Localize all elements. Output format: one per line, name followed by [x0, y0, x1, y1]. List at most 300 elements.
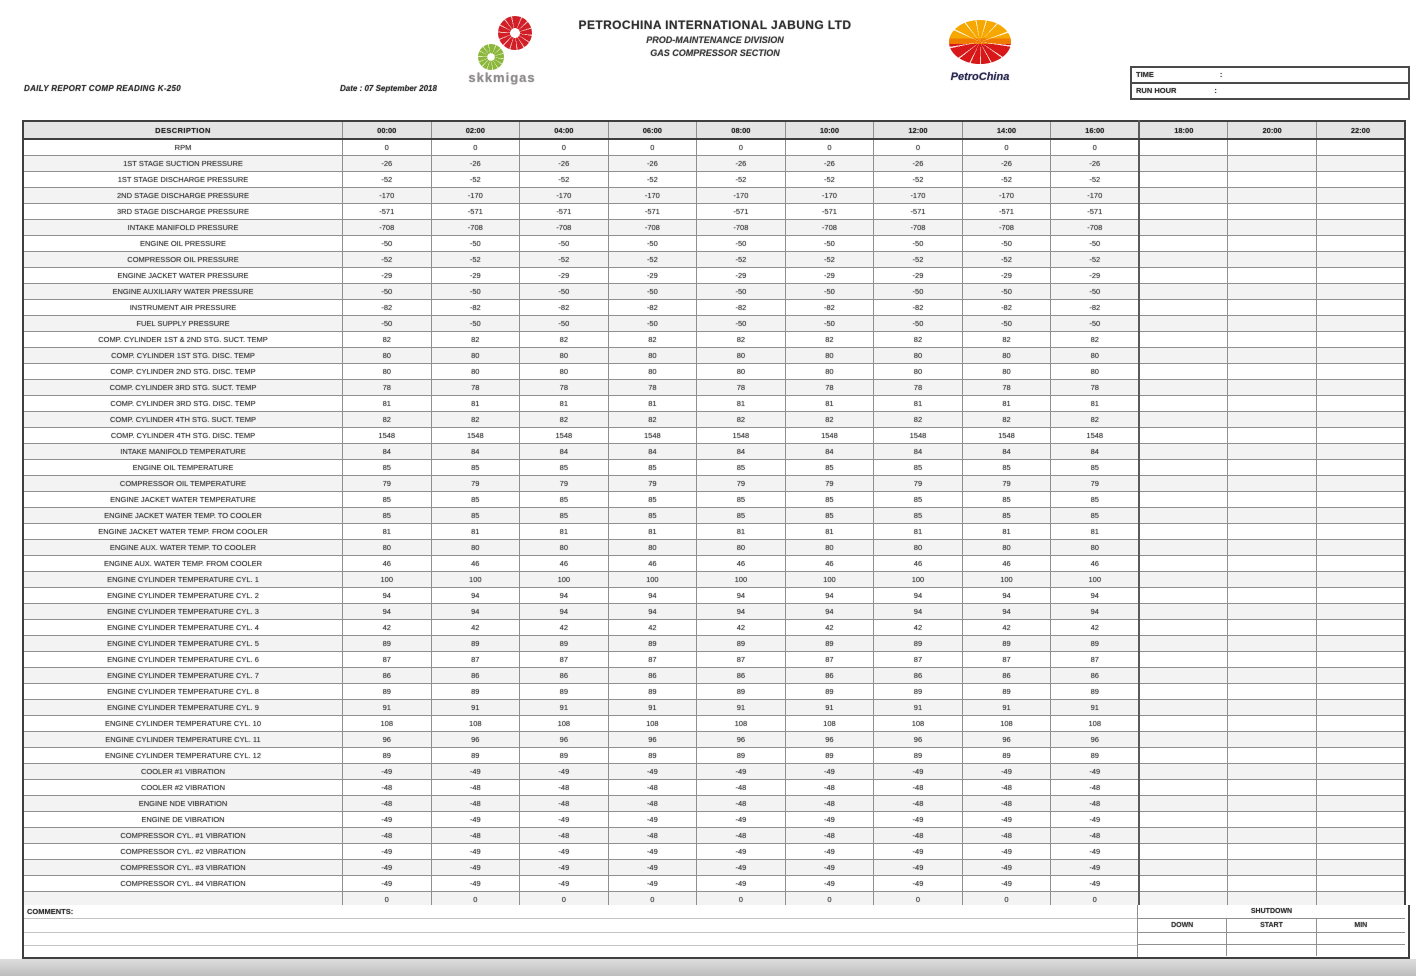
- value-cell: [1139, 460, 1228, 476]
- value-cell: 79: [874, 476, 963, 492]
- value-cell: -49: [608, 764, 697, 780]
- value-cell: [1139, 684, 1228, 700]
- value-cell: -26: [608, 156, 697, 172]
- value-cell: 94: [431, 588, 520, 604]
- value-cell: 81: [697, 524, 786, 540]
- value-cell: [1139, 492, 1228, 508]
- value-cell: -49: [1051, 860, 1140, 876]
- value-cell: 96: [962, 732, 1051, 748]
- value-cell: -26: [343, 156, 432, 172]
- value-cell: 87: [1051, 652, 1140, 668]
- value-cell: 89: [962, 636, 1051, 652]
- value-cell: -48: [962, 828, 1051, 844]
- value-cell: [1316, 508, 1405, 524]
- shutdown-empty-cell: [1317, 945, 1405, 956]
- value-cell: 91: [697, 700, 786, 716]
- value-cell: [1228, 876, 1317, 892]
- description-cell: ENGINE CYLINDER TEMPERATURE CYL. 4: [23, 620, 343, 636]
- value-cell: 89: [608, 636, 697, 652]
- value-cell: -48: [785, 828, 874, 844]
- value-cell: 81: [785, 524, 874, 540]
- value-cell: [1316, 764, 1405, 780]
- value-cell: 46: [874, 556, 963, 572]
- value-cell: -49: [520, 764, 609, 780]
- table-row: [23, 476, 1405, 492]
- value-cell: -29: [962, 268, 1051, 284]
- description-cell: ENGINE AUXILIARY WATER PRESSURE: [23, 284, 343, 300]
- table-row: [23, 588, 1405, 604]
- value-cell: 89: [785, 684, 874, 700]
- value-cell: [1316, 588, 1405, 604]
- value-cell: -29: [520, 268, 609, 284]
- table-row: [23, 172, 1405, 188]
- value-cell: 96: [608, 732, 697, 748]
- value-cell: 46: [962, 556, 1051, 572]
- value-cell: 89: [785, 748, 874, 764]
- value-cell: [1316, 860, 1405, 876]
- value-cell: -49: [1051, 876, 1140, 892]
- value-cell: 85: [431, 460, 520, 476]
- time-column-header: 00:00: [343, 121, 432, 139]
- table-row: [23, 156, 1405, 172]
- value-cell: 91: [1051, 700, 1140, 716]
- value-cell: 96: [874, 732, 963, 748]
- value-cell: 80: [697, 540, 786, 556]
- value-cell: [1139, 556, 1228, 572]
- value-cell: 87: [343, 652, 432, 668]
- value-cell: -52: [962, 172, 1051, 188]
- value-cell: -50: [962, 284, 1051, 300]
- value-cell: [1316, 156, 1405, 172]
- value-cell: 80: [520, 364, 609, 380]
- value-cell: 85: [874, 460, 963, 476]
- value-cell: -48: [520, 780, 609, 796]
- value-cell: [1139, 220, 1228, 236]
- value-cell: 94: [697, 604, 786, 620]
- value-cell: 81: [697, 396, 786, 412]
- value-cell: [1316, 412, 1405, 428]
- value-cell: 100: [785, 572, 874, 588]
- value-cell: -29: [785, 268, 874, 284]
- table-row: [23, 556, 1405, 572]
- value-cell: -571: [520, 204, 609, 220]
- value-cell: [1228, 700, 1317, 716]
- value-cell: -52: [1051, 252, 1140, 268]
- table-row: [23, 780, 1405, 796]
- value-cell: 80: [874, 540, 963, 556]
- value-cell: -52: [608, 252, 697, 268]
- value-cell: 79: [962, 476, 1051, 492]
- value-cell: -50: [608, 284, 697, 300]
- value-cell: -50: [1051, 316, 1140, 332]
- value-cell: [1139, 796, 1228, 812]
- value-cell: 78: [431, 380, 520, 396]
- value-cell: 82: [874, 332, 963, 348]
- description-cell: ENGINE JACKET WATER PRESSURE: [23, 268, 343, 284]
- value-cell: -26: [697, 156, 786, 172]
- value-cell: 79: [608, 476, 697, 492]
- value-cell: -170: [785, 188, 874, 204]
- value-cell: -48: [962, 796, 1051, 812]
- value-cell: -82: [431, 300, 520, 316]
- value-cell: -49: [608, 860, 697, 876]
- value-cell: 80: [962, 348, 1051, 364]
- value-cell: 0: [785, 139, 874, 156]
- value-cell: -708: [785, 220, 874, 236]
- value-cell: 78: [608, 380, 697, 396]
- value-cell: -708: [962, 220, 1051, 236]
- table-row: [23, 732, 1405, 748]
- value-cell: 80: [785, 348, 874, 364]
- comments-line: [24, 945, 1137, 946]
- value-cell: 82: [520, 332, 609, 348]
- value-cell: [1228, 139, 1317, 156]
- value-cell: 96: [520, 732, 609, 748]
- value-cell: [1139, 268, 1228, 284]
- value-cell: -49: [431, 844, 520, 860]
- value-cell: -49: [874, 860, 963, 876]
- value-cell: -48: [520, 796, 609, 812]
- table-row: [23, 716, 1405, 732]
- value-cell: 81: [431, 524, 520, 540]
- value-cell: 81: [874, 524, 963, 540]
- value-cell: -170: [697, 188, 786, 204]
- time-column-header: 14:00: [962, 121, 1051, 139]
- value-cell: 80: [785, 540, 874, 556]
- value-cell: 86: [520, 668, 609, 684]
- value-cell: 85: [962, 492, 1051, 508]
- value-cell: [1316, 556, 1405, 572]
- value-cell: 81: [874, 396, 963, 412]
- value-cell: -49: [785, 812, 874, 828]
- value-cell: -170: [343, 188, 432, 204]
- value-cell: 46: [785, 556, 874, 572]
- value-cell: -49: [608, 812, 697, 828]
- value-cell: 89: [962, 684, 1051, 700]
- value-cell: [1139, 364, 1228, 380]
- value-cell: 42: [1051, 620, 1140, 636]
- value-cell: 86: [343, 668, 432, 684]
- petrochina-logo: [925, 20, 1035, 92]
- value-cell: [1316, 444, 1405, 460]
- value-cell: -26: [431, 156, 520, 172]
- table-row: [23, 316, 1405, 332]
- value-cell: 86: [785, 668, 874, 684]
- description-cell: COMP. CYLINDER 1ST STG. DISC. TEMP: [23, 348, 343, 364]
- value-cell: [1228, 828, 1317, 844]
- value-cell: [1316, 236, 1405, 252]
- value-cell: [1139, 172, 1228, 188]
- value-cell: [1139, 396, 1228, 412]
- value-cell: -52: [697, 252, 786, 268]
- value-cell: [1228, 572, 1317, 588]
- value-cell: -82: [520, 300, 609, 316]
- value-cell: [1228, 252, 1317, 268]
- value-cell: 80: [962, 364, 1051, 380]
- value-cell: [1139, 476, 1228, 492]
- description-cell: 3RD STAGE DISCHARGE PRESSURE: [23, 204, 343, 220]
- value-cell: [1316, 748, 1405, 764]
- value-cell: -48: [343, 780, 432, 796]
- value-cell: 94: [785, 604, 874, 620]
- value-cell: [1316, 284, 1405, 300]
- value-cell: 81: [608, 524, 697, 540]
- value-cell: 78: [520, 380, 609, 396]
- value-cell: 0: [520, 892, 609, 909]
- shutdown-block: [1138, 905, 1405, 957]
- table-row: [23, 364, 1405, 380]
- value-cell: 108: [874, 716, 963, 732]
- value-cell: -50: [962, 316, 1051, 332]
- description-cell: ENGINE OIL PRESSURE: [23, 236, 343, 252]
- value-cell: -49: [697, 860, 786, 876]
- value-cell: -49: [343, 844, 432, 860]
- value-cell: 100: [1051, 572, 1140, 588]
- value-cell: 0: [697, 139, 786, 156]
- value-cell: -48: [343, 796, 432, 812]
- petrochina-logo-text: PetroChina: [950, 71, 1010, 83]
- value-cell: -50: [697, 316, 786, 332]
- value-cell: [1228, 236, 1317, 252]
- value-cell: 80: [520, 540, 609, 556]
- description-cell: COMP. CYLINDER 3RD STG. SUCT. TEMP: [23, 380, 343, 396]
- value-cell: 81: [608, 396, 697, 412]
- value-cell: 84: [962, 444, 1051, 460]
- value-cell: 42: [431, 620, 520, 636]
- value-cell: 46: [1051, 556, 1140, 572]
- value-cell: [1316, 220, 1405, 236]
- value-cell: -52: [874, 252, 963, 268]
- value-cell: -571: [1051, 204, 1140, 220]
- time-column-header: 12:00: [874, 121, 963, 139]
- value-cell: -52: [874, 172, 963, 188]
- value-cell: 82: [608, 412, 697, 428]
- value-cell: 1548: [431, 428, 520, 444]
- value-cell: [1316, 540, 1405, 556]
- value-cell: 89: [520, 684, 609, 700]
- value-cell: 80: [874, 348, 963, 364]
- shutdown-column-header: DOWN: [1138, 919, 1227, 932]
- value-cell: 82: [431, 332, 520, 348]
- time-column-header: 22:00: [1316, 121, 1405, 139]
- value-cell: -708: [520, 220, 609, 236]
- description-cell: COMPRESSOR CYL. #2 VIBRATION: [23, 844, 343, 860]
- value-cell: -48: [697, 828, 786, 844]
- value-cell: [1228, 412, 1317, 428]
- value-cell: 79: [785, 476, 874, 492]
- value-cell: 100: [697, 572, 786, 588]
- description-cell: ENGINE AUX. WATER TEMP. FROM COOLER: [23, 556, 343, 572]
- value-cell: 84: [431, 444, 520, 460]
- table-row: [23, 524, 1405, 540]
- value-cell: -571: [962, 204, 1051, 220]
- value-cell: [1139, 332, 1228, 348]
- value-cell: 0: [697, 892, 786, 909]
- description-cell: COMPRESSOR CYL. #1 VIBRATION: [23, 828, 343, 844]
- value-cell: [1228, 668, 1317, 684]
- value-cell: -48: [962, 780, 1051, 796]
- value-cell: 79: [1051, 476, 1140, 492]
- value-cell: [1316, 652, 1405, 668]
- value-cell: -82: [608, 300, 697, 316]
- value-cell: 80: [608, 364, 697, 380]
- value-cell: [1139, 444, 1228, 460]
- value-cell: -49: [1051, 844, 1140, 860]
- value-cell: -50: [874, 284, 963, 300]
- table-row: [23, 668, 1405, 684]
- value-cell: -708: [343, 220, 432, 236]
- value-cell: [1228, 188, 1317, 204]
- value-cell: [1228, 732, 1317, 748]
- value-cell: 80: [874, 364, 963, 380]
- value-cell: -571: [697, 204, 786, 220]
- value-cell: 87: [785, 652, 874, 668]
- value-cell: -50: [785, 284, 874, 300]
- value-cell: 100: [962, 572, 1051, 588]
- value-cell: 1548: [520, 428, 609, 444]
- value-cell: 89: [608, 684, 697, 700]
- value-cell: 85: [520, 460, 609, 476]
- value-cell: -49: [697, 844, 786, 860]
- value-cell: [1139, 828, 1228, 844]
- value-cell: 86: [608, 668, 697, 684]
- value-cell: [1316, 604, 1405, 620]
- value-cell: [1139, 300, 1228, 316]
- value-cell: -708: [697, 220, 786, 236]
- table-row: [23, 348, 1405, 364]
- shutdown-empty-row: [1138, 933, 1405, 945]
- value-cell: 108: [343, 716, 432, 732]
- value-cell: [1316, 492, 1405, 508]
- value-cell: [1316, 396, 1405, 412]
- value-cell: -48: [431, 780, 520, 796]
- shutdown-empty-cell: [1138, 945, 1227, 956]
- value-cell: -50: [608, 236, 697, 252]
- value-cell: -50: [874, 236, 963, 252]
- value-cell: 0: [1051, 139, 1140, 156]
- value-cell: 82: [343, 332, 432, 348]
- value-cell: [1316, 780, 1405, 796]
- value-cell: 108: [520, 716, 609, 732]
- time-column-header: 18:00: [1139, 121, 1228, 139]
- run-hour-field: [1132, 82, 1408, 98]
- value-cell: [1139, 508, 1228, 524]
- time-column-header: 10:00: [785, 121, 874, 139]
- value-cell: 1548: [697, 428, 786, 444]
- value-cell: -82: [874, 300, 963, 316]
- value-cell: [1316, 460, 1405, 476]
- value-cell: 89: [520, 748, 609, 764]
- value-cell: -50: [343, 316, 432, 332]
- value-cell: 84: [343, 444, 432, 460]
- value-cell: [1228, 492, 1317, 508]
- value-cell: -49: [520, 876, 609, 892]
- value-cell: 85: [608, 508, 697, 524]
- value-cell: [1316, 572, 1405, 588]
- value-cell: 85: [697, 508, 786, 524]
- value-cell: -50: [431, 284, 520, 300]
- value-cell: 82: [785, 412, 874, 428]
- description-cell: COOLER #1 VIBRATION: [23, 764, 343, 780]
- value-cell: -49: [431, 764, 520, 780]
- value-cell: [1316, 139, 1405, 156]
- value-cell: -49: [343, 812, 432, 828]
- table-row: [23, 796, 1405, 812]
- table-row: [23, 764, 1405, 780]
- value-cell: -50: [431, 316, 520, 332]
- value-cell: 89: [697, 636, 786, 652]
- description-cell: COMPRESSOR CYL. #4 VIBRATION: [23, 876, 343, 892]
- value-cell: 78: [785, 380, 874, 396]
- value-cell: [1139, 716, 1228, 732]
- value-cell: [1316, 300, 1405, 316]
- table-row: [23, 236, 1405, 252]
- value-cell: [1228, 796, 1317, 812]
- value-cell: [1316, 636, 1405, 652]
- value-cell: -26: [520, 156, 609, 172]
- value-cell: [1316, 828, 1405, 844]
- value-cell: 108: [431, 716, 520, 732]
- value-cell: 85: [520, 508, 609, 524]
- value-cell: 80: [343, 348, 432, 364]
- value-cell: [1139, 668, 1228, 684]
- table-row: [23, 220, 1405, 236]
- value-cell: [1228, 748, 1317, 764]
- value-cell: [1228, 172, 1317, 188]
- value-cell: [1139, 139, 1228, 156]
- value-cell: [1228, 316, 1317, 332]
- table-row: [23, 380, 1405, 396]
- description-cell: ENGINE CYLINDER TEMPERATURE CYL. 5: [23, 636, 343, 652]
- table-row: [23, 444, 1405, 460]
- value-cell: 96: [1051, 732, 1140, 748]
- value-cell: -29: [874, 268, 963, 284]
- value-cell: 80: [1051, 348, 1140, 364]
- value-cell: 89: [431, 748, 520, 764]
- value-cell: 42: [962, 620, 1051, 636]
- value-cell: [1228, 780, 1317, 796]
- value-cell: [1316, 716, 1405, 732]
- value-cell: 79: [697, 476, 786, 492]
- value-cell: [1316, 476, 1405, 492]
- value-cell: [1316, 348, 1405, 364]
- description-cell: ENGINE CYLINDER TEMPERATURE CYL. 8: [23, 684, 343, 700]
- value-cell: [1316, 252, 1405, 268]
- value-cell: 80: [343, 364, 432, 380]
- value-cell: 96: [343, 732, 432, 748]
- value-cell: 78: [697, 380, 786, 396]
- value-cell: 0: [874, 892, 963, 909]
- value-cell: 85: [343, 460, 432, 476]
- description-cell: COMP. CYLINDER 3RD STG. DISC. TEMP: [23, 396, 343, 412]
- value-cell: 89: [697, 748, 786, 764]
- table-row: [23, 620, 1405, 636]
- value-cell: -170: [431, 188, 520, 204]
- value-cell: -48: [1051, 780, 1140, 796]
- value-cell: -50: [785, 316, 874, 332]
- value-cell: 89: [1051, 748, 1140, 764]
- value-cell: 89: [697, 684, 786, 700]
- shutdown-empty-row: [1138, 945, 1405, 956]
- time-column-header: 16:00: [1051, 121, 1140, 139]
- value-cell: 81: [1051, 396, 1140, 412]
- shutdown-empty-cell: [1138, 933, 1227, 944]
- value-cell: 89: [785, 636, 874, 652]
- comments-area: [24, 905, 1138, 957]
- value-cell: [1316, 268, 1405, 284]
- value-cell: 94: [343, 604, 432, 620]
- value-cell: 85: [874, 508, 963, 524]
